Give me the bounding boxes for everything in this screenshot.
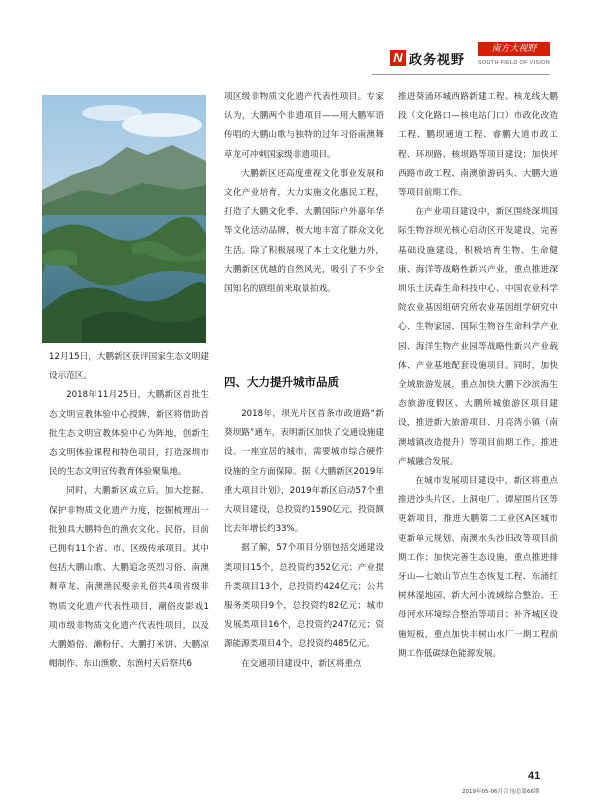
brand-name: 南方大视野	[491, 44, 537, 54]
paragraph: 在城市发展项目建设中，新区将重点推进沙头片区、上洞电厂、谭屋围片区等更新项目，推进大鹏第二工业区A区城市更新单元规划、南澳水头沙旧改等项目前期工作；加快完善生态设施，重点推进排牙山—七娘山节点生态恢复工程、东涌红树林湿地园、新大河小流域综合整治、王母河水环境综合整治等项目；补齐城区设施短板，重点加快丰树山水厂一期工程前期工作低碳绿色能源发展。	[398, 476, 558, 659]
paragraph: 大鹏新区还高度重视文化事业发展和文化产业培育，大力实施文化惠民工程，打造了大鹏文化季、大鹏国际户外嘉年华等文化活动品牌，极大地丰富了群众文化生活。除了积极展现了本土文化魅力外，大鹏新区优越的自然风光，吸引了不少全国知名的剧组前来取景拍戏。	[224, 168, 384, 295]
paragraph: 在产业项目建设中，新区围绕深圳国际生物谷坝光核心启动区开发建设，完善基础设施建设，积极培育生物、生命健康、海洋等战略性新兴产业，重点推进深圳乐土沃森生命科技中心、中国农业科学院农业基因组研究所农业基因组学研究中心、生物家园、国际生物谷生命科学产业园、海洋生物产业园等战略性新兴产业载体、产业基地配套设施项目。同时，加快全域旅游发展，重点加快大鹏下沙滨海生态旅游度假区、大鹏所城旅游区项目建设，推进新大旅游项目、月亮湾小镇（南澳墟镇改造提升）等项目前期工作，推进产城融合发展。	[398, 207, 558, 467]
brand-badge	[478, 42, 550, 56]
issue-info: 2019年05-06月合刊/总第66期	[462, 789, 540, 795]
brand-subtitle: SOUTH FIELD OF VISION	[478, 60, 551, 66]
article-column-3	[398, 88, 558, 664]
paragraph: 项区级非物质文化遗产代表性项目。专家认为，大鹏两个非遗项目——用大鹏军语传唱的大鹏山歌与独特的过年习俗南澳舞草龙可冲刺国家级非遗项目。	[224, 92, 384, 160]
magazine-logo-icon: N	[390, 50, 406, 66]
paragraph: 2018年，坝光片区首条市政道路“新葵坝路”通车，表明新区加快了交通设施建设。一座宜居的城市，需要城市综合硬件设施的全方面保障。据《大鹏新区2019年重大项目计划》，2019年新区启动57个重大项目建设，总投资约1590亿元，投资额比去年增长约33%。	[224, 409, 384, 535]
page-number: 41	[528, 770, 541, 782]
masthead	[372, 38, 550, 78]
landscape-photo	[42, 95, 206, 343]
paragraph: 同时，大鹏新区成立后，加大挖掘、保护非物质文化遗产力度，挖掘梳理出一批独具大鹏特色的渔农文化、民俗，目前已拥有11个省、市、区级传承项目。其中包括大鹏山歌、大鹏追念英烈习俗、南澳舞草龙、南澳渔民娶亲礼俗共4项省级非物质文化遗产代表性项目，潮俗皮影戏1项市级非物质文化遗产代表性项目，以及大鹏婚俗、濑粉仔、大鹏打米饼、大鹏凉帽制作、东山渔歌、东渔村天后祭共6	[49, 486, 209, 670]
paragraph: 在交通项目建设中，新区将重点	[241, 658, 362, 669]
masthead-divider	[372, 74, 550, 75]
article-column-2-top	[224, 88, 384, 299]
section-title: 政务视野	[409, 53, 466, 68]
article-column-1	[49, 348, 209, 674]
section-heading: 四、大力提升城市品质	[224, 375, 339, 389]
landscape-photo-icon	[42, 95, 206, 343]
paragraph: 2018年11月25日，大鹏新区首批生态文明宣教体验中心授牌，新区将借助首批生态文明宣教体验中心为阵地，创新生态文明体验课程和特色项目，打造深圳市民的生态文明宣传教育体验聚集地。	[49, 390, 209, 478]
paragraph: 推进葵涌环城西路新建工程、核龙线大鹏段（文化路口—核电站门口）市政化改造工程、鹏坝通道工程、睿鹏大道市政工程、环坝路、核坝路等项目建设；加快坪西路市政工程、南澳旅游码头、大鹏大道等项目前期工作。	[398, 92, 558, 199]
article-column-2-bottom	[224, 405, 384, 674]
paragraph: 据了解，57个项目分别包括交通建设类项目15个，总投资约352亿元；产业提升类项目13个，总投资约424亿元；公共服务类项目9个，总投资约82亿元；城市发展类项目16个，总投资约247亿元；资源能源类项目4个，总投资约485亿元。	[224, 543, 384, 650]
paragraph: 12月15日，大鹏新区获评国家生态文明建设示范区。	[49, 352, 209, 382]
